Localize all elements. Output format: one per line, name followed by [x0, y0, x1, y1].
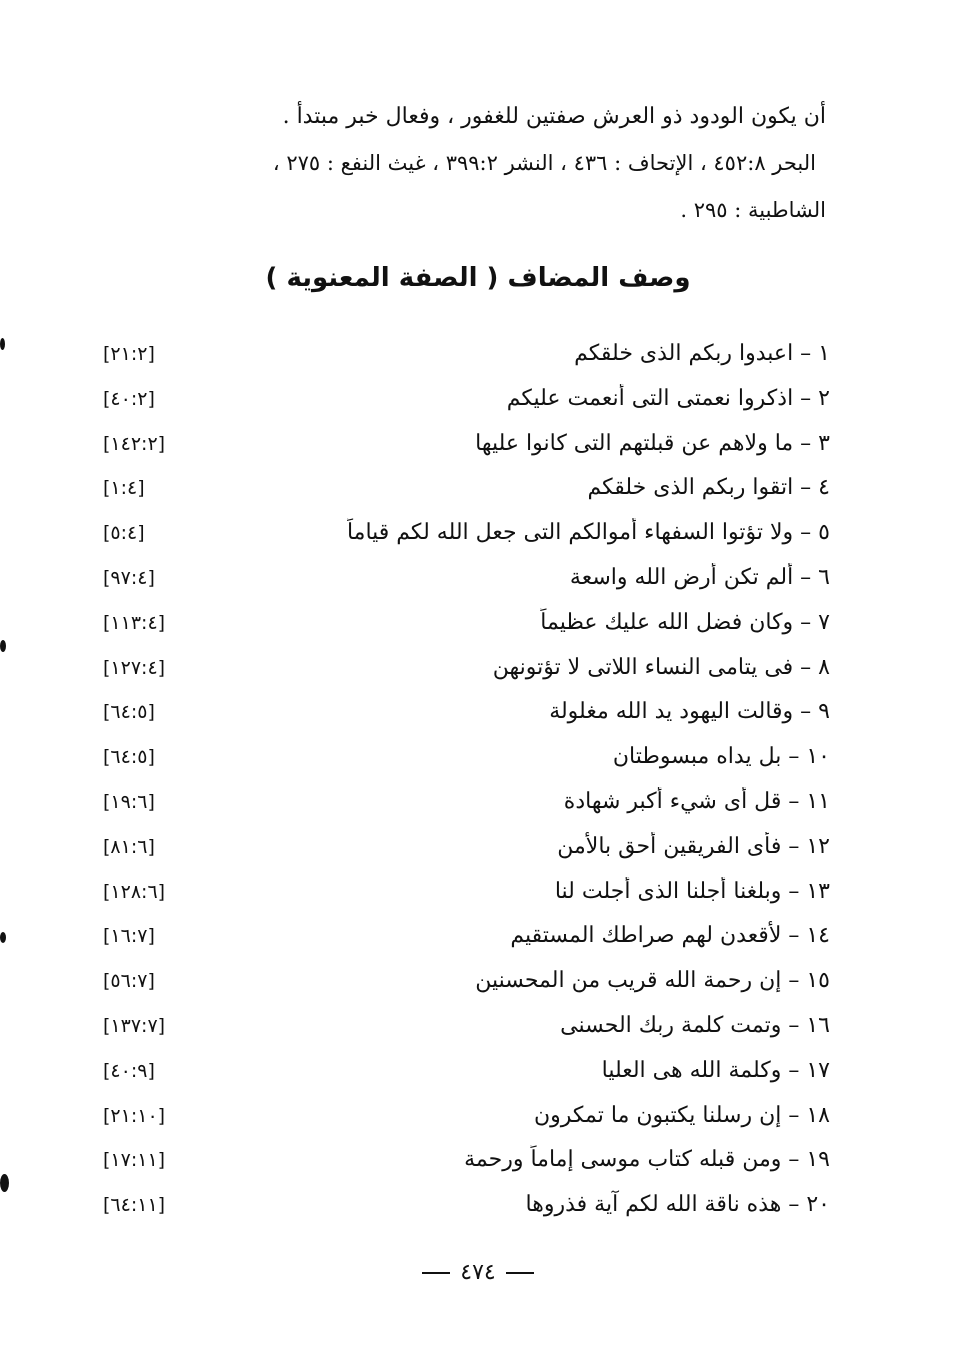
- entry-row: [95, 871, 830, 916]
- entry-reference: [١١٣:٤]: [103, 611, 166, 634]
- entry-text: ١٠ – بل يداه مبسوطتان: [612, 744, 830, 770]
- entry-text: ٦ – ألم تكن أرض الله واسعة: [569, 564, 830, 590]
- entry-text: ٤ – اتقوا ربكم الذى خلقكم: [587, 475, 830, 501]
- page-number-dash-right: [422, 1272, 450, 1274]
- entry-reference: [٢١:١٠]: [103, 1104, 166, 1127]
- entry-text: ١٧ – وكلمة الله هى العليا: [601, 1057, 830, 1083]
- page-number: [0, 1258, 956, 1288]
- entry-row: [95, 647, 830, 692]
- entry-reference: [١٢٧:٤]: [103, 656, 166, 679]
- intro-line-2: البحر ٤٥٢:٨ ، الإتحاف : ٤٣٦ ، النشر ٣٩٩:٢ ، غيث النفع : ٢٧٥ ،: [272, 151, 816, 175]
- section-title: وصف المضاف ( الصفة المعنوية ): [265, 263, 691, 293]
- intro-line-3: الشاطبية : ٢٩٥ .: [680, 198, 826, 222]
- entry-row: [95, 781, 830, 826]
- entry-text: ١٤ – لأقعدن لهم صراطك المستقيم: [510, 923, 830, 949]
- entry-row: [95, 960, 830, 1005]
- entry-row: [95, 557, 830, 602]
- entry-text: ٢ – اذكروا نعمتى التى أنعمت عليكم: [506, 385, 830, 411]
- entry-text: ١ – اعبدوا ربكم الذى خلقكم: [574, 341, 830, 366]
- scan-speck: [0, 338, 5, 350]
- entry-row: [95, 333, 830, 378]
- entry-text: ٨ – فى يتامى النساء اللاتى لا تؤتونهن: [492, 654, 830, 680]
- entry-reference: [٩٧:٤]: [103, 566, 155, 589]
- entry-reference: [١٧:١١]: [103, 1149, 166, 1172]
- entry-reference: [٥٦:٧]: [103, 970, 155, 993]
- entry-row: [95, 467, 830, 512]
- entry-row: [95, 1050, 830, 1095]
- entry-reference: [١٦:٧]: [103, 925, 155, 948]
- entry-reference: [٦٤:٥]: [103, 746, 155, 769]
- scan-speck: [0, 932, 6, 943]
- entry-reference: [٦٤:٥]: [103, 701, 155, 724]
- entry-text: ٣ – ما ولاهم عن قبلتهم التى كانوا عليها: [475, 430, 830, 456]
- entries-list: [95, 333, 830, 1229]
- page-number-dash-left: [506, 1272, 534, 1274]
- entry-text: ١١ – قل أى شيء أكبر شهادة: [563, 788, 830, 814]
- intro-line-1: أن يكون الودود ذو العرش صفتين للغفور ، وفعال خبر مبتدأ .: [282, 104, 826, 129]
- scan-speck: [0, 1174, 9, 1192]
- entry-row: [95, 826, 830, 871]
- entry-text: ١٢ – فأى الفريقين أحق بالأمن: [557, 833, 830, 859]
- entry-reference: [٤٠:٩]: [103, 1059, 155, 1082]
- entry-reference: [٢١:٢]: [103, 343, 155, 365]
- entry-row: [95, 423, 830, 468]
- entry-reference: [١٩:٦]: [103, 790, 155, 813]
- entry-row: [95, 691, 830, 736]
- entry-reference: [١٤٢:٢]: [103, 432, 166, 455]
- entry-reference: [٥:٤]: [103, 522, 145, 545]
- entry-text: ٧ – وكان فضل الله عليك عظيماً: [540, 609, 830, 635]
- entry-text: ١٥ – إن رحمة الله قريب من المحسنين: [475, 968, 830, 994]
- entry-text: ١٣ – وبلغنا أجلنا الذى أجلت لنا: [554, 878, 830, 904]
- entry-row: [95, 736, 830, 781]
- entry-reference: [١٢٨:٦]: [103, 880, 166, 903]
- entry-row: [95, 1005, 830, 1050]
- entry-text: ٥ – ولا تؤتوا السفهاء أموالكم التى جعل الله لكم قياماً: [346, 520, 830, 546]
- entry-reference: [٦٤:١١]: [103, 1194, 166, 1217]
- entry-text: ١٦ – وتمت كلمة ربك الحسنى: [560, 1012, 830, 1038]
- entry-row: [95, 1139, 830, 1184]
- entry-row: [95, 1184, 830, 1229]
- entry-text: ١٩ – ومن قبله كتاب موسى إماماً ورحمة: [464, 1147, 830, 1173]
- scan-speck: [0, 640, 6, 652]
- entry-text: ٩ – وقالت اليهود يد الله مغلولة: [549, 699, 830, 725]
- entry-row: [95, 512, 830, 557]
- entry-row: [95, 602, 830, 647]
- page-number-value: ٤٧٤: [460, 1260, 496, 1285]
- entry-row: [95, 1095, 830, 1140]
- entry-reference: [٤٠:٢]: [103, 387, 155, 410]
- entry-row: [95, 915, 830, 960]
- entry-reference: [١٣٧:٧]: [103, 1014, 166, 1037]
- entry-row: [95, 378, 830, 423]
- entry-text: ١٨ – إن رسلنا يكتبون ما تمكرون: [533, 1102, 830, 1128]
- entry-reference: [٨١:٦]: [103, 835, 155, 858]
- entry-reference: [١:٤]: [103, 477, 145, 500]
- entry-text: ٢٠ – هذه ناقة الله لكم آية فذروها: [525, 1192, 830, 1218]
